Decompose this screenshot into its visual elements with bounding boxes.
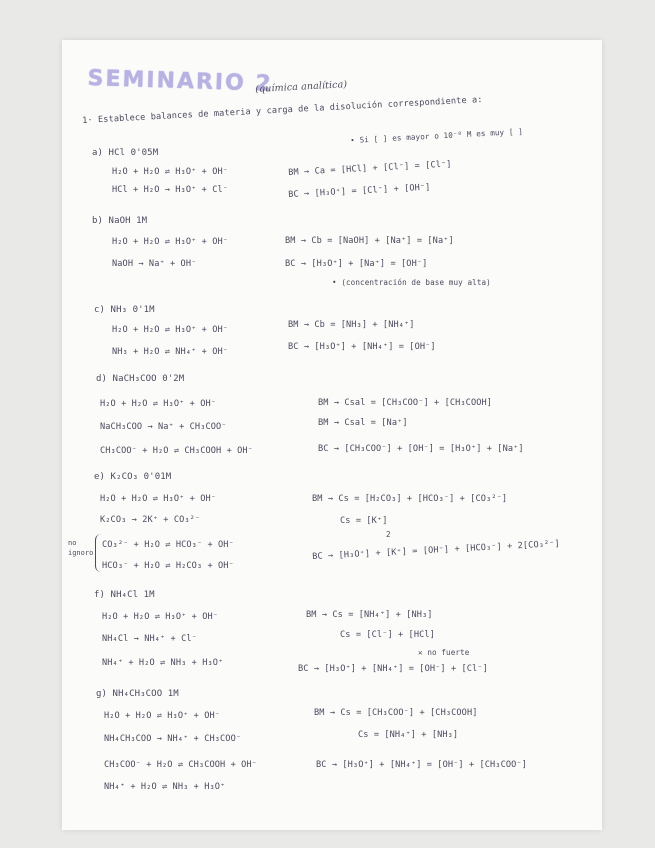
charge-balance: BC → [H₃O⁺] + [NH₄⁺] = [OH⁻] [288, 342, 436, 352]
equation: NaCH₃COO → Na⁺ + CH₃COO⁻ [100, 422, 227, 432]
section-b-heading: b) NaOH 1M [92, 216, 148, 226]
side-note: • (concentración de base muy alta) [332, 278, 491, 287]
mass-balance: BM → Cs = [H₂CO₃] + [HCO₃⁻] + [CO₃²⁻] [312, 494, 508, 504]
charge-balance: BC → [H₃O⁺] + [Na⁺] = [OH⁻] [285, 259, 428, 269]
mass-balance: Cs = [Cl⁻] + [HCl] [340, 630, 435, 640]
equation: NH₄⁺ + H₂O ⇌ NH₃ + H₃O⁺ [104, 782, 226, 792]
charge-balance: BC → [CH₃COO⁻] + [OH⁻] = [H₃O⁺] + [Na⁺] [318, 444, 524, 454]
charge-balance: BC → [H₃O⁺] = [Cl⁻] + [OH⁻] [288, 182, 431, 200]
exercise-statement: 1· Establece balances de materia y carga de la disolución correspondiente a: [82, 95, 483, 126]
equation: CH₃COO⁻ + H₂O ⇌ CH₃COOH + OH⁻ [104, 760, 257, 770]
mass-balance: BM → Cs = [NH₄⁺] + [NH₃] [306, 610, 433, 620]
equation: H₂O + H₂O ⇌ H₃O⁺ + OH⁻ [100, 399, 217, 409]
charge-balance: BC → [H₃O⁺] + [K⁺] = [OH⁻] + [HCO₃⁻] + 2[CO₃²⁻] [312, 539, 561, 562]
mass-balance: Cs = [NH₄⁺] + [NH₃] [358, 730, 459, 740]
equation: CO₃²⁻ + H₂O ⇌ HCO₃⁻ + OH⁻ [102, 540, 234, 550]
side-annotation-line: no [68, 539, 77, 547]
section-d-heading: d) NaCH₃COO 0'2M [96, 374, 185, 384]
section-e-heading: e) K₂CO₃ 0'01M [94, 472, 172, 482]
brace-mark [95, 534, 102, 572]
equation: NH₄⁺ + H₂O ⇌ NH₃ + H₃O⁺ [102, 658, 224, 668]
equation: H₂O + H₂O ⇌ H₃O⁺ + OH⁻ [112, 167, 229, 177]
section-a-heading: a) HCl 0'05M [92, 148, 159, 158]
fraction-denominator: 2 [386, 530, 391, 539]
equation: NaOH → Na⁺ + OH⁻ [112, 259, 197, 269]
section-g-heading: g) NH₄CH₃COO 1M [96, 689, 179, 699]
mass-balance: Cs = [K⁺] [340, 516, 388, 526]
equation: HCO₃⁻ + H₂O ⇌ H₂CO₃ + OH⁻ [102, 561, 234, 571]
side-annotation [68, 538, 93, 558]
page-subtitle: (química analítica) [255, 79, 348, 95]
side-note: ✕ no fuerte [418, 648, 470, 657]
equation: NH₄CH₃COO → NH₄⁺ + CH₃COO⁻ [104, 734, 242, 744]
mass-balance: BM → Cb = [NaOH] + [Na⁺] = [Na⁺] [285, 236, 454, 246]
section-f-heading: f) NH₄Cl 1M [94, 590, 155, 600]
side-annotation-line: ignoro [68, 549, 94, 557]
equation: H₂O + H₂O ⇌ H₃O⁺ + OH⁻ [102, 612, 219, 622]
equation: H₂O + H₂O ⇌ H₃O⁺ + OH⁻ [104, 711, 221, 721]
mass-balance: BM → Cs = [CH₃COO⁻] + [CH₃COOH] [314, 708, 478, 718]
equation: K₂CO₃ → 2K⁺ + CO₃²⁻ [100, 515, 201, 525]
equation: H₂O + H₂O ⇌ H₃O⁺ + OH⁻ [112, 325, 229, 335]
mass-balance: BM → Cb = [NH₃] + [NH₄⁺] [288, 320, 415, 330]
mass-balance: BM → Csal = [CH₃COO⁻] + [CH₃COOH] [318, 398, 493, 408]
equation: NH₃ + H₂O ⇌ NH₄⁺ + OH⁻ [112, 347, 229, 357]
equation: H₂O + H₂O ⇌ H₃O⁺ + OH⁻ [100, 494, 217, 504]
charge-balance: BC → [H₃O⁺] + [NH₄⁺] = [OH⁻] + [CH₃COO⁻] [316, 760, 527, 770]
mass-balance: BM → Csal = [Na⁺] [318, 418, 408, 428]
concentration-note: • Si [ ] es mayor o 10⁻⁸ M es muy [ ] [350, 126, 524, 145]
section-c-heading: c) NH₃ 0'1M [94, 305, 155, 315]
equation: H₂O + H₂O ⇌ H₃O⁺ + OH⁻ [112, 237, 229, 247]
page-title: SEMINARIO 2 [87, 66, 274, 97]
equation: HCl + H₂O → H₃O⁺ + Cl⁻ [112, 185, 229, 195]
equation: CH₃COO⁻ + H₂O ⇌ CH₃COOH + OH⁻ [100, 446, 253, 456]
charge-balance: BC → [H₃O⁺] + [NH₄⁺] = [OH⁻] + [Cl⁻] [298, 664, 488, 674]
mass-balance: BM → Ca = [HCl] + [Cl⁻] = [Cl⁻] [288, 159, 452, 178]
equation: NH₄Cl → NH₄⁺ + Cl⁻ [102, 634, 197, 644]
